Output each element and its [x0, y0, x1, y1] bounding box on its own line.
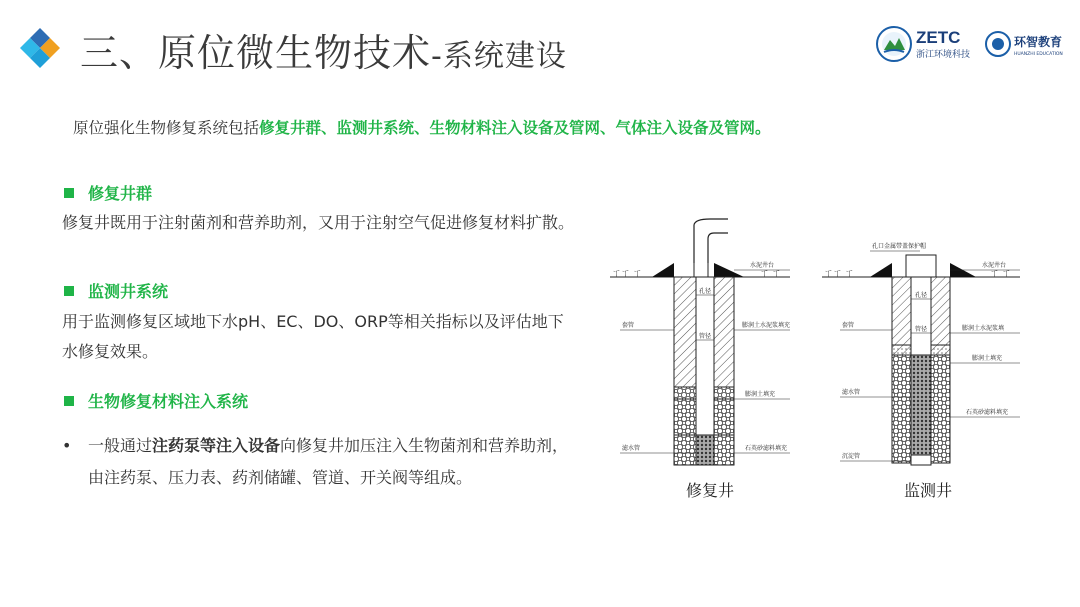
zetc-logo: [876, 24, 976, 64]
zetc-wordmark: ZETC: [916, 28, 961, 47]
svg-text:膨润土填充: 膨润土填充: [745, 391, 776, 398]
svg-text:膨润土水泥浆填充: 膨润土水泥浆填充: [742, 322, 791, 329]
injection-bullet-item: [62, 430, 582, 494]
svg-text:ㄒ ㄒ: ㄒ ㄒ: [760, 269, 781, 279]
svg-text:膨润土水泥浆填: 膨润土水泥浆填: [962, 325, 1005, 332]
svg-text:管径: 管径: [699, 333, 712, 340]
page-title: [80, 22, 567, 77]
repair-well-caption: 修复井: [686, 481, 735, 500]
svg-text:石英砂滤料填充: 石英砂滤料填充: [966, 409, 1009, 416]
svg-text:膨润土填充: 膨润土填充: [972, 355, 1003, 362]
svg-text:ㄒㄒ ㄒ: ㄒㄒ ㄒ: [612, 269, 642, 279]
svg-text:滤水管: 滤水管: [842, 389, 861, 396]
intro-highlight: 修复井群、监测井系统、生物材料注入设备及管网、气体注入设备及管网。: [259, 119, 771, 137]
section-heading-repair-wells: 修复井群: [64, 181, 152, 204]
huanzhi-subtitle: HUANZHI EDUCATION: [1014, 52, 1063, 57]
huanzhi-logo: [984, 24, 1068, 64]
svg-text:套管: 套管: [622, 322, 635, 329]
zetc-subtitle: 浙江环境科技: [916, 50, 971, 60]
svg-text:套管: 套管: [842, 322, 855, 329]
green-square-bullet-icon: [64, 188, 74, 198]
monitoring-well-drawing: [822, 242, 1020, 465]
svg-text:石英砂滤料填充: 石英砂滤料填充: [745, 445, 788, 452]
svg-text:水泥井台: 水泥井台: [750, 262, 775, 269]
repair-well-drawing: [610, 219, 790, 465]
intro-prefix: 原位强化生物修复系统包括: [73, 119, 260, 137]
monitoring-well-caption: 监测井: [904, 481, 953, 500]
svg-text:ㄒ ㄒ: ㄒ ㄒ: [990, 269, 1011, 279]
bullet-dot-icon: •: [62, 436, 72, 455]
svg-text:管径: 管径: [915, 326, 928, 333]
svg-text:滤水管: 滤水管: [622, 445, 641, 452]
brand-diamond-logo-icon: [18, 24, 62, 68]
section-heading-monitoring-wells: 监测井系统: [64, 279, 168, 302]
page-title-main: 三、原位微生物技术: [80, 31, 432, 75]
bullet-bold: 注药泵等注入设备: [152, 436, 281, 455]
bullet-text: 一般通过注药泵等注入设备向修复井加压注入生物菌剂和营养助剂，由注药泵、压力表、药剂储罐、管道、开关阀等组成。: [88, 436, 569, 487]
section-body-repair-wells: 修复井既用于注射菌剂和营养助剂，又用于注射空气促进修复材料扩散。: [62, 213, 575, 232]
green-square-bullet-icon: [64, 396, 74, 406]
well-diagram: [600, 215, 1040, 505]
svg-text:孔径: 孔径: [699, 288, 712, 295]
section-heading-injection-system: 生物修复材料注入系统: [64, 389, 248, 412]
svg-text:孔径: 孔径: [915, 292, 928, 299]
huanzhi-wordmark: 环智教育: [1014, 35, 1063, 49]
section-body-monitoring-wells: 用于监测修复区域地下水pH、EC、DO、ORP等相关指标以及评估地下水修复效果。: [62, 312, 564, 361]
svg-text:孔口金属带盖保护帽: 孔口金属带盖保护帽: [872, 243, 927, 250]
svg-text:ㄒㄒ ㄒ: ㄒㄒ ㄒ: [824, 269, 854, 279]
svg-text:水泥井台: 水泥井台: [982, 262, 1007, 269]
green-square-bullet-icon: [64, 286, 74, 296]
page-title-sub: -系统建设: [431, 39, 567, 74]
intro-line: [73, 116, 771, 138]
svg-text:沉淀管: 沉淀管: [842, 453, 861, 460]
